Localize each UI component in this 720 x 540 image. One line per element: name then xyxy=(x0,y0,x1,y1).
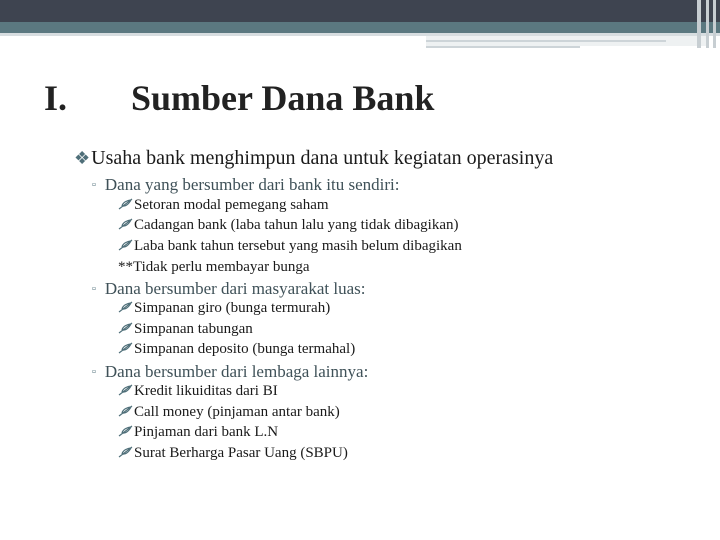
feather-bullet-icon xyxy=(118,425,134,437)
list-item xyxy=(118,383,278,400)
main-point-text: Usaha bank menghimpun dana untuk kegiatan operasinya xyxy=(91,147,554,169)
feather-bullet-icon xyxy=(118,342,134,354)
square-bullet-icon: ▫ xyxy=(92,283,96,295)
list-item xyxy=(118,197,329,214)
list-item-text: Surat Berharga Pasar Uang (SBPU) xyxy=(134,445,348,461)
feather-bullet-icon xyxy=(118,218,134,230)
section-heading xyxy=(92,279,365,299)
list-item-text: Pinjaman dari bank L.N xyxy=(134,424,279,440)
list-item-text: Simpanan tabungan xyxy=(134,321,253,337)
section-heading-text: Dana bersumber dari lembaga lainnya: xyxy=(104,362,369,381)
feather-bullet-icon xyxy=(118,239,134,251)
list-item-text: Laba bank tahun tersebut yang masih belum dibagikan xyxy=(134,238,462,254)
feather-bullet-icon xyxy=(118,405,134,417)
square-bullet-icon: ▫ xyxy=(92,179,96,191)
square-bullet-icon: ▫ xyxy=(92,366,96,378)
slide-title: Sumber Dana Bank xyxy=(131,78,435,118)
section-heading xyxy=(92,362,368,382)
feather-bullet-icon xyxy=(118,446,134,458)
list-item-text: Call money (pinjaman antar bank) xyxy=(134,404,340,420)
feather-bullet-icon xyxy=(118,198,134,210)
title-number: I. xyxy=(44,78,68,118)
list-item xyxy=(118,300,330,317)
list-item xyxy=(118,445,348,462)
list-item xyxy=(118,341,355,358)
list-item xyxy=(118,321,253,338)
section-heading xyxy=(92,175,399,195)
list-item xyxy=(118,217,458,234)
list-item-text: Setoran modal pemegang saham xyxy=(134,197,329,213)
list-item xyxy=(118,404,340,421)
note-text: **Tidak perlu membayar bunga xyxy=(118,259,310,275)
feather-bullet-icon xyxy=(118,301,134,313)
section-heading-text: Dana bersumber dari masyarakat luas: xyxy=(104,279,366,298)
feather-bullet-icon xyxy=(118,384,134,396)
list-item-text: Cadangan bank (laba tahun lalu yang tidak dibagikan) xyxy=(134,217,459,233)
list-item xyxy=(118,238,462,255)
list-item-text: Simpanan deposito (bunga termahal) xyxy=(134,341,356,357)
list-item-text: Simpanan giro (bunga termurah) xyxy=(134,300,331,316)
section-heading-text: Dana yang bersumber dari bank itu sendiri: xyxy=(104,175,400,194)
feather-bullet-icon xyxy=(118,322,134,334)
list-item xyxy=(118,424,278,441)
diamond-bullet-icon: ❖ xyxy=(74,148,91,168)
main-point xyxy=(74,147,553,170)
list-item-text: Kredit likuiditas dari BI xyxy=(134,383,278,399)
